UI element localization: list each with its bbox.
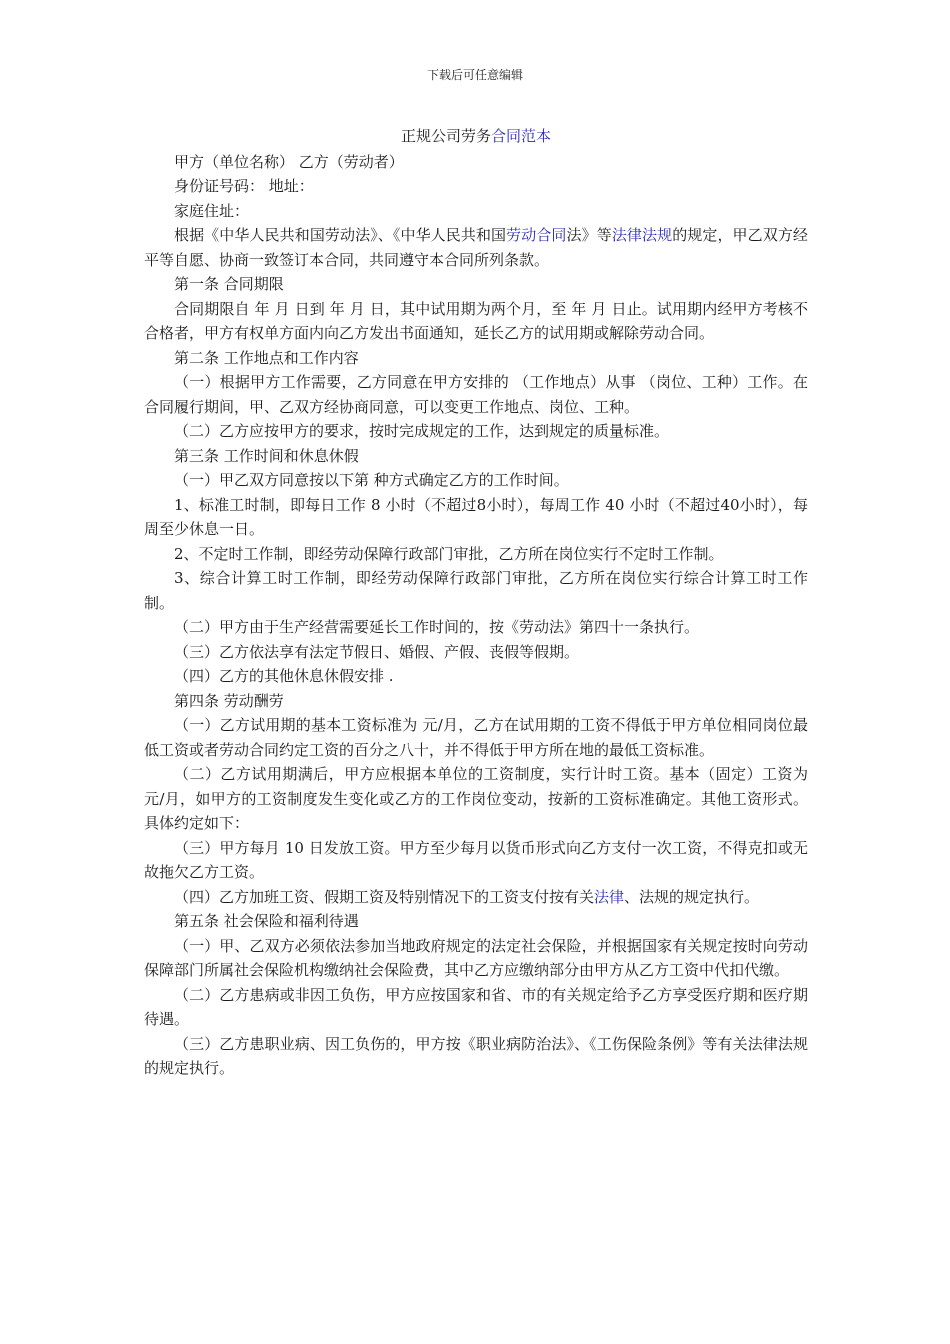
article-4-paragraph-2: （二）乙方试用期满后，甲方应根据本单位的工资制度，实行计时工资。基本（固定）工资为 元/月，如甲方的工资制度发生变化或乙方的工作岗位变动，按新的工资标准确定。其他工资形式。具体约定如下： (144, 765, 808, 832)
article-5-paragraph-2: （二）乙方患病或非因工负伤，甲方应按国家和省、市的有关规定给予乙方享受医疗期和医疗期待遇。 (144, 985, 808, 1028)
article-4-paragraph-3: （三）甲方每月 10 日发放工资。甲方至少每月以货币形式向乙方支付一次工资，不得克扣或无故拖欠乙方工资。 (144, 838, 808, 881)
article-2-paragraph-1: （一）根据甲方工作需要，乙方同意在甲方安排的 （工作地点）从事 （岗位、工种）工作。在合同履行期间，甲、乙双方经协商同意，可以变更工作地点、岗位、工种。 (144, 373, 808, 416)
article-3-paragraph-2: 1、标准工时制，即每日工作 8 小时（不超过8小时），每周工作 40 小时（不超过40小时），每周至少休息一日。 (144, 495, 808, 538)
article-3-paragraph-7: （四）乙方的其他休息休假安排 . (174, 667, 394, 685)
intro-paragraph: 根据《中华人民共和国劳动法》、《中华人民共和国劳动合同法》等法律法规的规定，甲乙双方经平等自愿、协商一致签订本合同，共同遵守本合同所列条款。 (144, 226, 808, 269)
article-5-heading: 第五条 社会保险和福利待遇 (174, 912, 359, 930)
article-4-heading: 第四条 劳动酬劳 (174, 691, 284, 710)
article-3-paragraph-3: 2、不定时工作制，即经劳动保障行政部门审批，乙方所在岗位实行不定时工作制。 (174, 544, 724, 563)
document-body (144, 124, 808, 1081)
article-5-paragraph-1: （一）甲、乙双方必须依法参加当地政府规定的法定社会保险，并根据国家有关规定按时向劳动保障部门所属社会保险机构缴纳社会保险费，其中乙方应缴纳部分由甲方从乙方工资中代扣代缴。 (144, 936, 808, 979)
article-3-paragraph-5: （二）甲方由于生产经营需要延长工作时间的，按《劳动法》第四十一条执行。 (174, 618, 700, 636)
title-text: 正规公司劳务 (400, 127, 491, 145)
article-2-paragraph-2: （二）乙方应按甲方的要求，按时完成规定的工作，达到规定的质量标准。 (174, 422, 670, 440)
document-title (144, 124, 808, 149)
article-2-heading: 第二条 工作地点和工作内容 (174, 348, 359, 367)
article-1-heading: 第一条 合同期限 (174, 275, 284, 293)
home-address-line: 家庭住址： (174, 201, 250, 220)
title-link[interactable]: 合同范本 (491, 127, 552, 145)
party-line: 甲方（单位名称） 乙方（劳动者） (174, 152, 404, 171)
article-3-paragraph-1: （一）甲乙双方同意按以下第 种方式确定乙方的工作时间。 (174, 471, 569, 489)
labor-contract-link[interactable]: 劳动合同 (506, 226, 567, 244)
id-line: 身份证号码： 地址： (174, 177, 314, 195)
header-note: 下载后可任意编辑 (426, 68, 523, 82)
article-4-paragraph-1: （一）乙方试用期的基本工资标准为 元/月，乙方在试用期的工资不得低于甲方单位相同岗位最低工资或者劳动合同约定工资的百分之八十，并不得低于甲方所在地的最低工资标准。 (144, 716, 808, 759)
article-4-paragraph-4: （四）乙方加班工资、假期工资及特别情况下的工资支付按有关法律、法规的规定执行。 (174, 887, 760, 906)
article-5-paragraph-3: （三）乙方患职业病、因工负伤的，甲方按《职业病防治法》、《工伤保险条例》等有关法律法规的规定执行。 (144, 1034, 808, 1077)
article-3-heading: 第三条 工作时间和休息休假 (174, 446, 359, 465)
laws-regulations-link[interactable]: 法律法规 (611, 226, 673, 244)
article-3-paragraph-4: 3、综合计算工时工作制，即经劳动保障行政部门审批，乙方所在岗位实行综合计算工时工作制。 (144, 569, 808, 612)
article-1-paragraph-1: 合同期限自 年 月 日到 年 月 日，其中试用期为两个月，至 年 月 日止。试用期内经甲方考核不合格者，甲方有权单方面内向乙方发出书面通知，延长乙方的试用期或解除劳动合同。 (144, 299, 808, 342)
law-link[interactable]: 法律 (594, 887, 625, 906)
article-3-paragraph-6: （三）乙方依法享有法定节假日、婚假、产假、丧假等假期。 (174, 642, 580, 661)
